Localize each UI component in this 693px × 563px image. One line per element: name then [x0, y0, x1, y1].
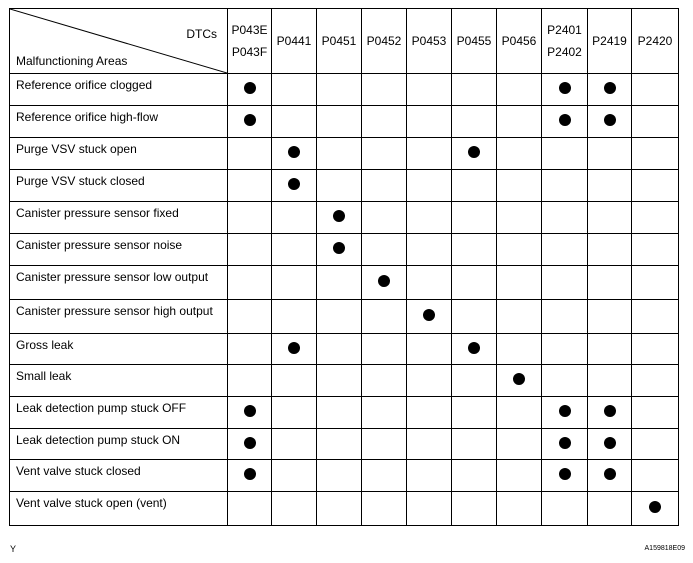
dtc-cell [228, 397, 272, 429]
dtc-cell [497, 106, 542, 138]
dtc-cell [317, 334, 362, 365]
dtc-code-label: P0453 [411, 34, 447, 48]
dtc-cell [407, 397, 452, 429]
malfunction-area-label: Purge VSV stuck closed [16, 174, 145, 188]
malfunction-area-cell [10, 365, 228, 397]
dtc-code-label: P2401 [547, 23, 582, 37]
malfunction-area-label: Vent valve stuck closed [16, 464, 141, 478]
dtc-cell [407, 138, 452, 170]
dtc-cell [542, 492, 588, 526]
dtc-cell [317, 397, 362, 429]
dtc-cell [497, 492, 542, 526]
dtc-cell [497, 266, 542, 300]
dtc-cell [362, 138, 407, 170]
malfunction-area-cell [10, 334, 228, 365]
dtc-code-label: P0441 [276, 34, 312, 48]
dtc-cell [228, 74, 272, 106]
dtc-cell [228, 234, 272, 266]
dtc-cell [272, 202, 317, 234]
dtc-cell [588, 397, 632, 429]
malfunction-area-label: Purge VSV stuck open [16, 142, 137, 156]
malfunction-area-label: Gross leak [16, 338, 74, 352]
malfunction-area-cell [10, 234, 228, 266]
dtc-column-header [588, 9, 632, 74]
applicable-dot-icon [604, 114, 616, 126]
dtc-cell [542, 234, 588, 266]
dtc-cell [362, 300, 407, 334]
table-row [10, 202, 679, 234]
dtc-cell [407, 74, 452, 106]
dtc-column-header [228, 9, 272, 74]
dtc-cell [632, 397, 679, 429]
dtc-column-header [632, 9, 679, 74]
dtc-cell [362, 170, 407, 202]
dtc-cell [452, 460, 497, 492]
dtc-cell [407, 429, 452, 460]
dtc-cell [588, 492, 632, 526]
dtc-column-header [542, 9, 588, 74]
footer-code-left: Y [10, 544, 17, 554]
applicable-dot-icon [288, 342, 300, 354]
table-row [10, 300, 679, 334]
dtc-cell [272, 138, 317, 170]
dtc-cell [362, 460, 407, 492]
applicable-dot-icon [288, 146, 300, 158]
malfunction-area-label: Leak detection pump stuck OFF [16, 401, 187, 415]
dtc-cell [497, 74, 542, 106]
dtc-code-label: P2402 [547, 45, 582, 59]
dtc-cell [632, 492, 679, 526]
malfunction-area-cell [10, 429, 228, 460]
malfunction-area-label: Canister pressure sensor noise [16, 238, 183, 252]
malfunction-area-label: Vent valve stuck open (vent) [16, 496, 167, 510]
dtc-cell [228, 138, 272, 170]
dtc-cell [588, 106, 632, 138]
dtc-cell [228, 106, 272, 138]
malfunction-area-label: Small leak [16, 369, 72, 383]
dtc-code-label: P0456 [501, 34, 537, 48]
table-row [10, 234, 679, 266]
dtc-cell [497, 429, 542, 460]
dtc-column-header [317, 9, 362, 74]
dtc-cell [542, 365, 588, 397]
dtc-cell [362, 397, 407, 429]
dtc-cell [632, 365, 679, 397]
dtc-cell [452, 492, 497, 526]
dtc-cell [228, 334, 272, 365]
dtc-cell [497, 202, 542, 234]
dtc-cell [452, 106, 497, 138]
malfunction-area-cell [10, 460, 228, 492]
applicable-dot-icon [559, 82, 571, 94]
dtc-cell [588, 234, 632, 266]
dtc-cell [452, 138, 497, 170]
dtc-cell [542, 266, 588, 300]
applicable-dot-icon [604, 437, 616, 449]
table-row [10, 397, 679, 429]
dtc-cell [228, 170, 272, 202]
dtc-cell [272, 74, 317, 106]
applicable-dot-icon [649, 501, 661, 513]
dtc-cell [272, 365, 317, 397]
applicable-dot-icon [244, 468, 256, 480]
figure-id: A159818E09 [644, 545, 685, 552]
dtc-cell [452, 300, 497, 334]
dtc-cell [317, 492, 362, 526]
malfunction-area-label: Leak detection pump stuck ON [16, 433, 181, 447]
dtc-code-label: P043E [231, 23, 268, 37]
dtc-cell [228, 492, 272, 526]
table-row [10, 266, 679, 300]
dtc-cell [452, 234, 497, 266]
applicable-dot-icon [244, 82, 256, 94]
dtc-cell [272, 460, 317, 492]
dtc-code-label: P2420 [637, 34, 673, 48]
applicable-dot-icon [333, 210, 345, 222]
dtc-cell [228, 429, 272, 460]
dtc-cell [452, 429, 497, 460]
dtc-cell [317, 460, 362, 492]
dtc-cell [588, 300, 632, 334]
dtc-cell [452, 397, 497, 429]
table-row [10, 74, 679, 106]
malfunction-area-cell [10, 266, 228, 300]
dtc-cell [317, 74, 362, 106]
dtc-cell [542, 460, 588, 492]
dtc-cell [272, 266, 317, 300]
dtc-cell [542, 74, 588, 106]
malfunction-area-label: Reference orifice clogged [16, 78, 153, 92]
dtc-cell [362, 234, 407, 266]
dtc-cell [272, 170, 317, 202]
applicable-dot-icon [559, 114, 571, 126]
dtc-cell [452, 365, 497, 397]
dtc-cell [317, 202, 362, 234]
dtc-cell [497, 300, 542, 334]
malfunction-area-cell [10, 170, 228, 202]
malfunction-area-cell [10, 106, 228, 138]
malfunction-area-label: Canister pressure sensor fixed [16, 206, 179, 220]
applicable-dot-icon [559, 437, 571, 449]
dtc-cell [362, 492, 407, 526]
applicable-dot-icon [244, 114, 256, 126]
dtc-cell [632, 170, 679, 202]
applicable-dot-icon [244, 405, 256, 417]
dtc-cell [407, 300, 452, 334]
dtc-cell [362, 202, 407, 234]
dtc-cell [588, 266, 632, 300]
dtc-cell [272, 106, 317, 138]
dtc-cell [362, 365, 407, 397]
table-row [10, 334, 679, 365]
dtc-cell [407, 234, 452, 266]
malfunctioning-areas-label: Malfunctioning Areas [16, 54, 128, 68]
dtc-cell [228, 202, 272, 234]
dtc-cell [497, 397, 542, 429]
dtc-column-header [497, 9, 542, 74]
dtc-cell [542, 170, 588, 202]
dtc-cell [632, 106, 679, 138]
dtc-cell [542, 106, 588, 138]
table-row [10, 365, 679, 397]
applicable-dot-icon [333, 242, 345, 254]
table-row [10, 106, 679, 138]
dtc-cell [362, 266, 407, 300]
applicable-dot-icon [604, 405, 616, 417]
applicable-dot-icon [559, 468, 571, 480]
dtc-cell [452, 334, 497, 365]
dtc-cell [588, 334, 632, 365]
dtc-cell [317, 429, 362, 460]
dtc-cell [588, 138, 632, 170]
malfunction-area-label: Canister pressure sensor low output [16, 270, 209, 284]
table-row [10, 170, 679, 202]
applicable-dot-icon [604, 82, 616, 94]
dtc-cell [632, 138, 679, 170]
malfunction-area-label: Reference orifice high-flow [16, 110, 159, 124]
dtc-cell [497, 138, 542, 170]
dtc-cell [588, 170, 632, 202]
malfunction-area-cell [10, 138, 228, 170]
malfunction-area-label: Canister pressure sensor high output [16, 304, 213, 318]
corner-header-cell [10, 9, 228, 74]
dtc-cell [228, 300, 272, 334]
dtc-cell [272, 397, 317, 429]
dtc-cell [272, 234, 317, 266]
dtc-cell [542, 334, 588, 365]
dtc-cell [272, 334, 317, 365]
dtc-cell [317, 170, 362, 202]
dtc-cell [542, 397, 588, 429]
dtc-cell [632, 429, 679, 460]
dtc-cell [407, 106, 452, 138]
dtc-cell [228, 460, 272, 492]
dtc-cell [497, 334, 542, 365]
table-row [10, 492, 679, 526]
dtc-cell [452, 202, 497, 234]
dtc-matrix-table [9, 8, 679, 526]
dtc-column-header [407, 9, 452, 74]
dtc-cell [588, 365, 632, 397]
applicable-dot-icon [604, 468, 616, 480]
dtc-code-label: P043F [231, 45, 268, 59]
dtc-cell [317, 300, 362, 334]
dtc-cell [497, 460, 542, 492]
applicable-dot-icon [513, 373, 525, 385]
dtc-cell [632, 202, 679, 234]
dtc-cell [542, 202, 588, 234]
malfunction-area-cell [10, 397, 228, 429]
malfunction-area-cell [10, 202, 228, 234]
dtc-cell [452, 74, 497, 106]
dtc-cell [317, 234, 362, 266]
dtc-cell [362, 334, 407, 365]
dtc-code-label: P0455 [456, 34, 492, 48]
dtc-cell [228, 365, 272, 397]
dtc-cell [542, 300, 588, 334]
dtc-cell [632, 334, 679, 365]
dtc-cell [407, 202, 452, 234]
dtc-cell [317, 106, 362, 138]
dtc-cell [542, 429, 588, 460]
header-row [10, 9, 679, 74]
dtc-code-label: P2419 [592, 34, 627, 48]
dtc-cell [452, 266, 497, 300]
dtc-column-header [362, 9, 407, 74]
dtc-cell [497, 234, 542, 266]
dtc-cell [228, 266, 272, 300]
applicable-dot-icon [288, 178, 300, 190]
table-row [10, 138, 679, 170]
dtc-cell [407, 334, 452, 365]
dtc-code-label: P0452 [366, 34, 402, 48]
dtc-cell [317, 138, 362, 170]
applicable-dot-icon [378, 275, 390, 287]
dtc-cell [632, 234, 679, 266]
dtc-cell [588, 202, 632, 234]
dtc-cell [632, 266, 679, 300]
dtc-cell [272, 429, 317, 460]
dtc-cell [407, 266, 452, 300]
applicable-dot-icon [559, 405, 571, 417]
dtc-cell [452, 170, 497, 202]
dtc-cell [272, 300, 317, 334]
dtc-cell [362, 106, 407, 138]
dtc-cell [497, 365, 542, 397]
dtc-cell [632, 300, 679, 334]
applicable-dot-icon [244, 437, 256, 449]
dtc-cell [632, 460, 679, 492]
dtc-cell [362, 74, 407, 106]
dtc-cell [317, 365, 362, 397]
malfunction-area-cell [10, 74, 228, 106]
dtc-cell [317, 266, 362, 300]
dtc-cell [588, 460, 632, 492]
dtc-cell [407, 460, 452, 492]
dtc-cell [542, 138, 588, 170]
table-row [10, 460, 679, 492]
table-body [10, 74, 679, 526]
dtc-cell [497, 170, 542, 202]
dtc-cell [632, 74, 679, 106]
table-row [10, 429, 679, 460]
dtc-cell [407, 170, 452, 202]
applicable-dot-icon [423, 309, 435, 321]
dtc-code-label: P0451 [321, 34, 357, 48]
dtcs-label: DTCs [186, 27, 217, 41]
dtc-cell [588, 429, 632, 460]
dtc-cell [407, 365, 452, 397]
applicable-dot-icon [468, 342, 480, 354]
dtc-cell [272, 492, 317, 526]
dtc-column-header [272, 9, 317, 74]
dtc-cell [407, 492, 452, 526]
dtc-cell [588, 74, 632, 106]
malfunction-area-cell [10, 300, 228, 334]
dtc-column-header [452, 9, 497, 74]
malfunction-area-cell [10, 492, 228, 526]
dtc-cell [362, 429, 407, 460]
applicable-dot-icon [468, 146, 480, 158]
